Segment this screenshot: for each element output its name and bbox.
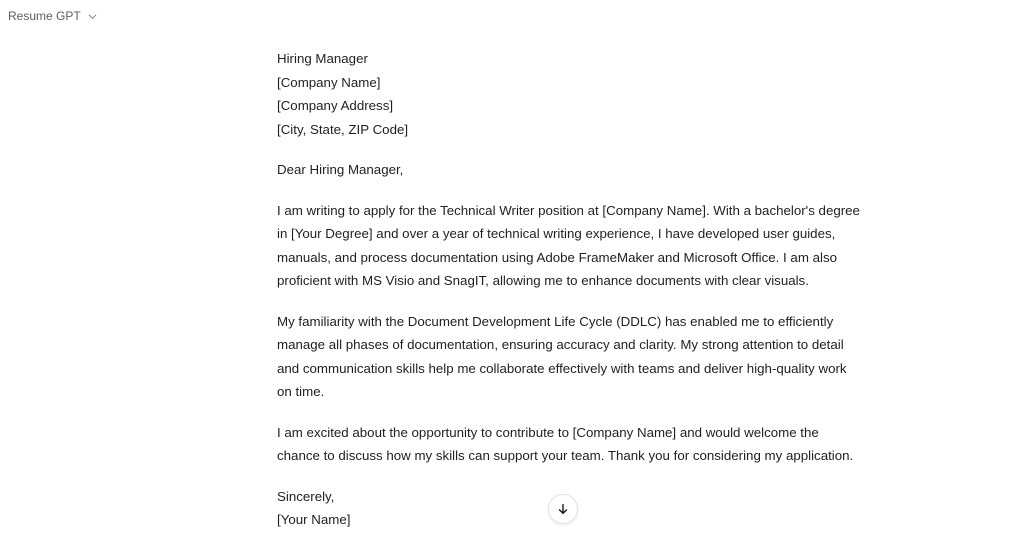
paragraph-line: chance to discuss how my skills can support your team. Thank you for considering my application. <box>277 448 854 463</box>
model-name: Resume GPT <box>8 9 81 23</box>
greeting-text: Dear Hiring Manager, <box>277 162 404 177</box>
address-line: [Company Name] <box>277 74 381 90</box>
greeting <box>277 158 877 182</box>
paragraph-line: and communication skills help me collaborate effectively with teams and deliver high-quality work <box>277 360 847 376</box>
paragraph-line: My familiarity with the Document Development Life Cycle (DDLC) has enabled me to efficiently <box>277 313 834 329</box>
paragraph-2 <box>277 310 877 404</box>
paragraph-line: manuals, and process documentation using Adobe FrameMaker and Microsoft Office. I am also <box>277 249 837 265</box>
paragraph-line: I am excited about the opportunity to contribute to [Company Name] and would welcome the <box>277 424 819 440</box>
model-selector[interactable] <box>8 9 98 23</box>
scroll-to-bottom-button[interactable] <box>548 494 578 524</box>
paragraph-line: in [Your Degree] and over a year of technical writing experience, I have developed user guides, <box>277 226 836 241</box>
address-line: Hiring Manager <box>277 51 368 66</box>
address-line: [Company Address] <box>277 98 394 113</box>
paragraph-line: proficient with MS Visio and SnagIT, allowing me to enhance documents with clear visuals. <box>277 273 809 288</box>
closing-line: [Your Name] <box>277 512 351 527</box>
paragraph-3 <box>277 421 877 468</box>
paragraph-1 <box>277 199 877 293</box>
arrow-down-icon <box>556 502 570 516</box>
closing-line: Sincerely, <box>277 488 335 504</box>
paragraph-line: on time. <box>277 384 325 399</box>
address-line: [City, State, ZIP Code] <box>277 121 409 137</box>
chevron-down-icon <box>87 11 98 22</box>
assistant-message <box>277 47 877 549</box>
paragraph-line: I am writing to apply for the Technical Writer position at [Company Name]. With a bachelor's degree <box>277 202 860 218</box>
top-bar <box>0 0 1024 34</box>
recipient-address <box>277 47 877 141</box>
paragraph-line: manage all phases of documentation, ensuring accuracy and clarity. My strong attention to detail <box>277 337 844 352</box>
